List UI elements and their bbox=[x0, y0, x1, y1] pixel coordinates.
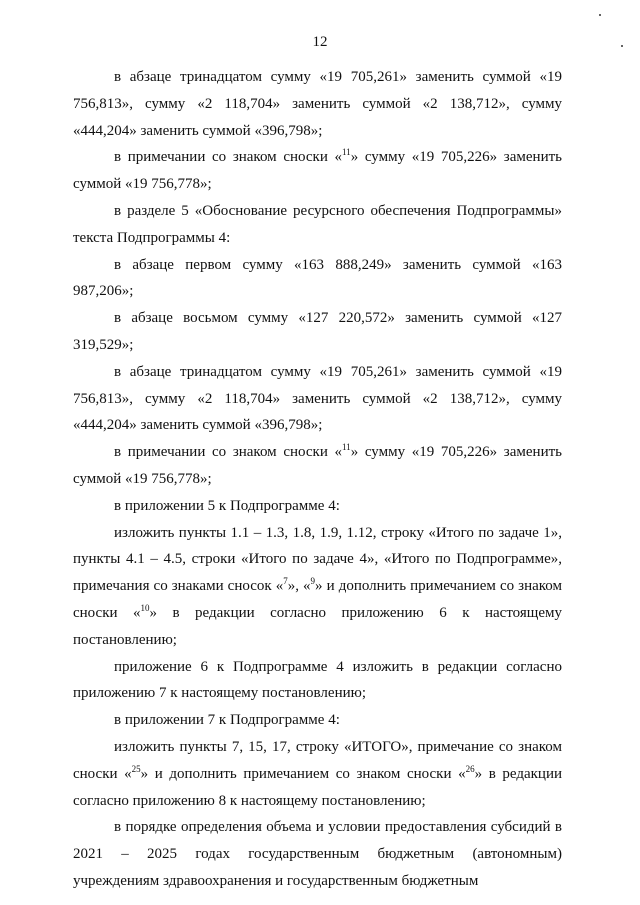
paragraph bbox=[73, 64, 562, 144]
paragraph-text: в абзаце первом сумму «163 888,249» заменить суммой «163 987,206»; bbox=[73, 256, 562, 300]
scan-speck bbox=[621, 45, 623, 47]
paragraph-text: в приложении 7 к Подпрограмме 4: bbox=[114, 712, 340, 729]
paragraph bbox=[73, 734, 562, 814]
document-body bbox=[73, 64, 562, 895]
footnote-mark: 25 bbox=[131, 763, 141, 774]
footnote-mark: 26 bbox=[465, 763, 475, 774]
scan-speck bbox=[599, 14, 601, 16]
paragraph bbox=[73, 814, 562, 894]
page-number: 12 bbox=[312, 34, 328, 50]
footnote-mark: 9 bbox=[310, 576, 316, 587]
paragraph-text: в примечании со знаком сноски « bbox=[114, 444, 343, 461]
paragraph-text: изложить пункты 7, 15, 17, строку «ИТОГО», примечание со знаком сноски « bbox=[73, 738, 562, 782]
paragraph-text: приложение 6 к Подпрограмме 4 изложить в редакции согласно приложению 7 к настоящему постановлению; bbox=[73, 658, 562, 702]
paragraph-text: в абзаце тринадцатом сумму «19 705,261» заменить суммой «19 756,813», сумму «2 118,704» заменить суммой «2 138,712», сумму «444,204» заменить суммой «396,798»; bbox=[73, 69, 562, 139]
paragraph bbox=[73, 305, 562, 359]
paragraph bbox=[73, 252, 562, 306]
paragraph bbox=[73, 439, 562, 493]
paragraph-text: изложить пункты 1.1 – 1.3, 1.8, 1.9, 1.12, строку «Итого по задаче 1», пункты 4.1 – 4.5, строки «Итого по задаче 4», «Итого по Подпрограмме», примечания со знаками сносок « bbox=[73, 524, 562, 595]
paragraph bbox=[73, 493, 562, 520]
paragraph-text: в абзаце тринадцатом сумму «19 705,261» заменить суммой «19 756,813», сумму «2 118,704» заменить суммой «2 138,712», сумму «444,204» заменить суммой «396,798»; bbox=[73, 363, 562, 434]
paragraph bbox=[73, 654, 562, 708]
footnote-mark: 11 bbox=[342, 147, 351, 158]
paragraph bbox=[73, 707, 562, 734]
paragraph bbox=[73, 144, 562, 198]
paragraph-text: в приложении 5 к Подпрограмме 4: bbox=[114, 497, 340, 514]
paragraph bbox=[73, 359, 562, 439]
paragraph-text: » сумму «19 705,226» заменить суммой «19 756,778»; bbox=[73, 149, 562, 193]
footnote-mark: 10 bbox=[140, 602, 150, 613]
paragraph-text: в разделе 5 «Обоснование ресурсного обеспечения Подпрограммы» текста Подпрограммы 4: bbox=[73, 202, 562, 246]
paragraph-text: » сумму «19 705,226» заменить суммой «19 756,778»; bbox=[73, 444, 562, 487]
paragraph bbox=[73, 198, 562, 252]
footnote-mark: 7 bbox=[283, 576, 288, 587]
footnote-mark: 11 bbox=[342, 442, 351, 453]
paragraph-text: в примечании со знаком сноски « bbox=[114, 149, 343, 166]
paragraph-text: в абзаце восьмом сумму «127 220,572» заменить суммой «127 319,529»; bbox=[73, 310, 562, 353]
paragraph-text: » в редакции согласно приложению 6 к настоящему постановлению; bbox=[73, 604, 562, 648]
paragraph bbox=[73, 520, 562, 654]
paragraph-text: » и дополнить примечанием со знаком сноски « bbox=[73, 578, 562, 621]
paragraph-text: » и дополнить примечанием со знаком сноски « bbox=[140, 765, 466, 782]
paragraph-text: », « bbox=[287, 578, 311, 595]
paragraph-text: в порядке определения объема и условии предоставления субсидий в 2021 – 2025 годах государственным бюджетным (автономным) учреждениям здравоохранения и государственным бюджетным bbox=[73, 819, 562, 889]
paragraph-text: » в редакции согласно приложению 8 к настоящему постановлению; bbox=[73, 765, 563, 809]
